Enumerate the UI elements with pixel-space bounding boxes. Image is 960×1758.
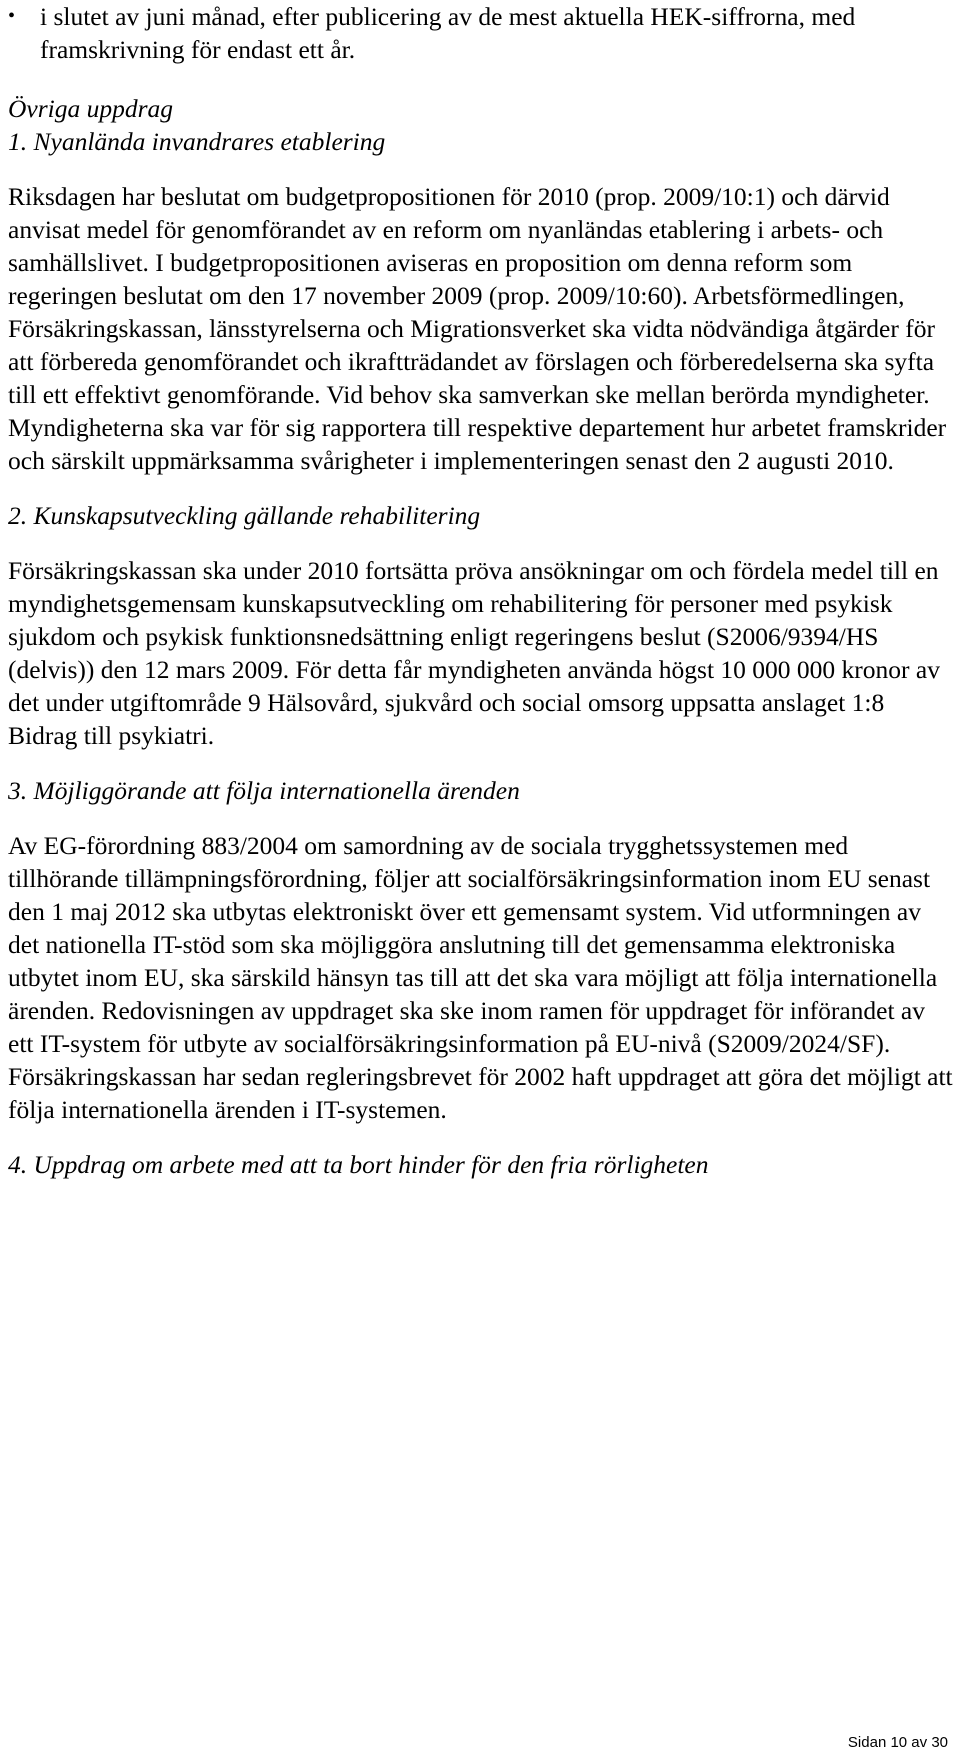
task1-heading: 1. Nyanlända invandrares etablering	[8, 127, 386, 156]
task3-heading: 3. Möjliggörande att följa internationella ärenden	[8, 776, 520, 805]
task1-body: Riksdagen har beslutat om budgetpropositionen för 2010 (prop. 2009/10:1) och därvid anvisat medel för genomförandet av en reform om nyanländas etablering i arbets- och samhällslivet. I budgetpropositionen aviseras en proposition om denna reform som regeringen beslutat om den 17 november 2009 (prop. 2009/10:60). Arbetsförmedlingen, Försäkringskassan, länsstyrelserna och Migrationsverket ska vidta nödvändiga åtgärder för att förbereda genomförandet och ikraftträdandet av förslagen och förberedelserna ska syfta till ett effektivt genomförande. Vid behov ska samverkan ske mellan berörda myndigheter. Myndigheterna ska var för sig rapportera till respektive departement hur arbetet framskrider och särskilt uppmärksamma svårigheter i implementeringen senast den 2 augusti 2010.	[8, 182, 947, 475]
bullet-icon: •	[8, 5, 16, 27]
task2-body: Försäkringskassan ska under 2010 fortsätta pröva ansökningar om och fördela medel till en myndighetsgemensam kunskapsutveckling om rehabilitering för personer med psykisk sjukdom och psykisk funktionsnedsättning enligt regeringens beslut (S2006/9394/HS (delvis)) den 12 mars 2009. För detta får myndigheten använda högst 10 000 000 kronor av det under utgiftområde 9 Hälsovård, sjukvård och social omsorg uppsatta anslaget 1:8 Bidrag till psykiatri.	[8, 556, 940, 750]
task4-heading: 4. Uppdrag om arbete med att ta bort hinder för den fria rörligheten	[8, 1150, 709, 1179]
page-number: Sidan 10 av 30	[847, 1734, 948, 1751]
bullet-paragraph	[8, 0, 954, 66]
task3-body: Av EG-förordning 883/2004 om samordning av de sociala trygghetssystemen med tillhörande tillämpningsförordning, följer att socialförsäkringsinformation inom EU senast den 1 maj 2012 ska utbytas elektroniskt över ett gemensamt system. Vid utformningen av det nationella IT-stöd som ska möjliggöra anslutning till det gemensamma elektroniska utbytet inom EU, ska särskild hänsyn tas till att det ska vara möjligt att följa internationella ärenden. Redovisningen av uppdraget ska ske inom ramen för uppdraget för införandet av ett IT-system för utbyte av socialförsäkringsinformation på EU-nivå (S2009/2024/SF). Försäkringskassan har sedan regleringsbrevet för 2002 haft uppdraget att göra det möjligt att följa internationella ärenden i IT-systemen.	[8, 831, 953, 1124]
bullet-paragraph-text: i slutet av juni månad, efter publicering av de mest aktuella HEK-siffrorna, med framskrivning för endast ett år.	[40, 2, 856, 64]
document-content	[8, 0, 954, 1181]
section-heading: Övriga uppdrag	[8, 94, 174, 123]
task2-heading: 2. Kunskapsutveckling gällande rehabilitering	[8, 501, 481, 530]
